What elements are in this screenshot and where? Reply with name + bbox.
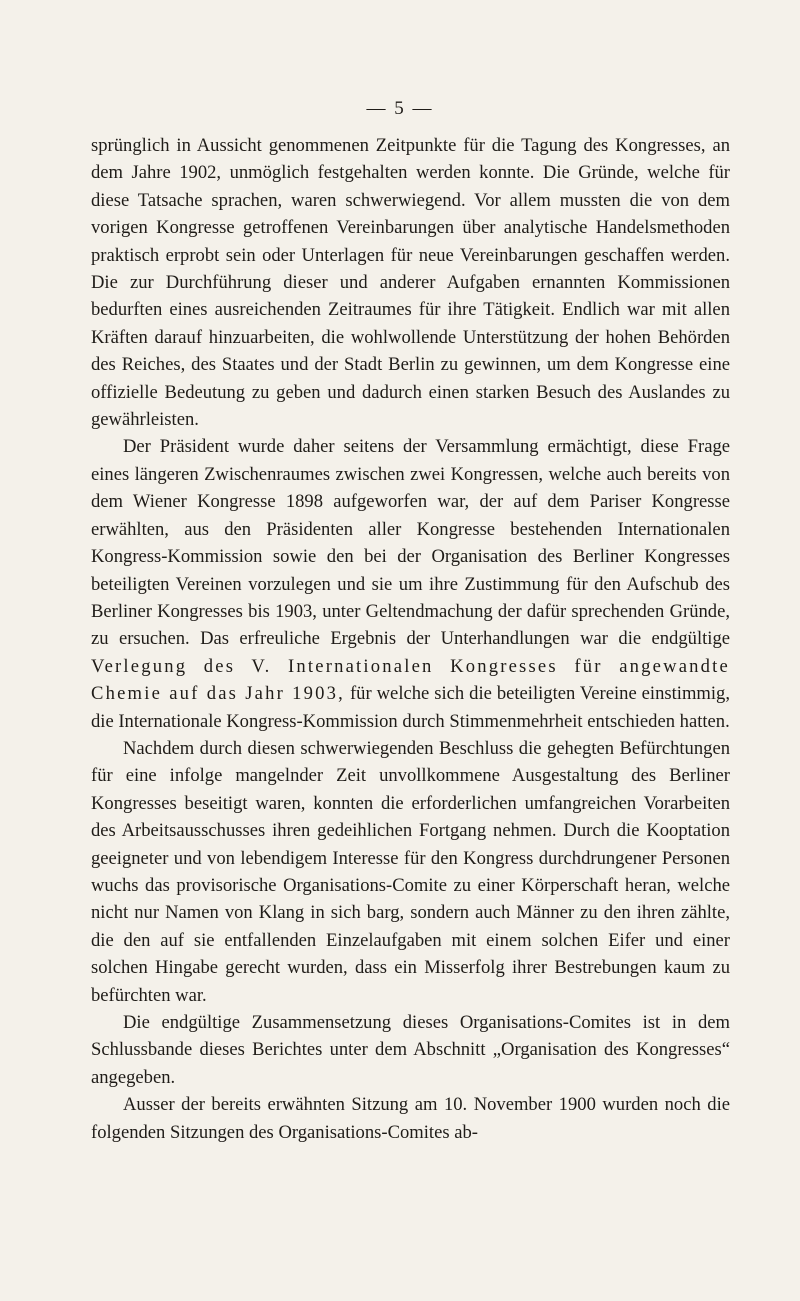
paragraph-1: sprünglich in Aussicht genommenen Zeitpunkte für die Tagung des Kongresses, an dem Jahre 1902, unmöglich festgehalten werden konnte. Die Gründe, welche für diese Tatsache sprachen, waren schwerwiegend. Vor allem mussten die von dem vorigen Kongresse getroffenen Vereinbarungen über analytische Handelsmethoden praktisch erprobt sein oder Unterlagen für neue Vereinbarungen geschaffen werden. Die zur Durchführung dieser und anderer Aufgaben ernannten Kommissionen bedurften eines ausreichenden Zeitraumes für ihre Tätigkeit. Endlich war mit allen Kräften darauf hinzuarbeiten, die wohlwollende Unterstützung der hohen Behörden des Reiches, des Staates und der Stadt Berlin zu gewinnen, um dem Kongresse eine offizielle Bedeutung zu geben und dadurch einen starken Besuch des Auslandes zu gewährleisten. (91, 135, 730, 431)
paragraph-2 (91, 433, 730, 734)
page-number: — 5 — (366, 98, 434, 119)
paragraph-2-emphasis: Verlegung des V. Internationalen Kongresses für angewandte Chemie auf das Jahr 1903, (91, 655, 730, 705)
paragraph-2-part-1: Der Präsident wurde daher seitens der Versammlung ermächtigt, diese Frage eines längeren Zwischenraumes zwischen zwei Kongressen, welche auch bereits von dem Wiener Kongresse 1898 aufgeworfen war, der auf dem Pariser Kongresse erwählten, aus den Präsidenten aller Kongresse bestehenden Internationalen Kongress-Kommission sowie den bei der Organisation des Berliner Kongresses beteiligten Vereinen vorzulegen und sie um ihre Zustimmung für den Aufschub des Berliner Kongresses bis 1903, unter Geltendmachung der dafür sprechenden Gründe, zu ersuchen. Das erfreuliche Ergebnis der Unterhandlungen war die endgültige (91, 436, 730, 650)
paragraph-3: Nachdem durch diesen schwerwiegenden Beschluss die gehegten Befürchtungen für eine infolge mangelnder Zeit unvollkommene Ausgestaltung des Berliner Kongresses beseitigt waren, konnten die erforderlichen umfangreichen Vorarbeiten des Arbeitsausschusses ihren gedeihlichen Fortgang nehmen. Durch die Kooptation geeigneter und von lebendigem Interesse für den Kongress durchdrungener Personen wuchs das provisorische Organisations-Comite zu einer Körperschaft heran, welche nicht nur Namen von Klang in sich barg, sondern auch Männer zu den ihren zählte, die den auf sie entfallenden Einzelaufgaben mit einem solchen Eifer und einer solchen Hingabe gerecht wurden, dass ein Misserfolg ihrer Bestrebungen kaum zu befürchten war. (91, 737, 730, 1006)
paragraph-5: Ausser der bereits erwähnten Sitzung am 10. November 1900 wurden noch die folgenden Sitzungen des Organisations-Comites ab- (91, 1094, 730, 1143)
paragraph-2-part-2: für welche sich die beteiligten Vereine einstimmig, die Internationale Kongress-Kommission durch Stimmenmehrheit entschieden hatten. (91, 683, 730, 732)
body-text (91, 132, 730, 1146)
paragraph-4: Die endgültige Zusammensetzung dieses Organisations-Comites ist in dem Schlussbande dieses Berichtes unter dem Abschnitt „Organisation des Kongresses“ angegeben. (91, 1012, 730, 1088)
